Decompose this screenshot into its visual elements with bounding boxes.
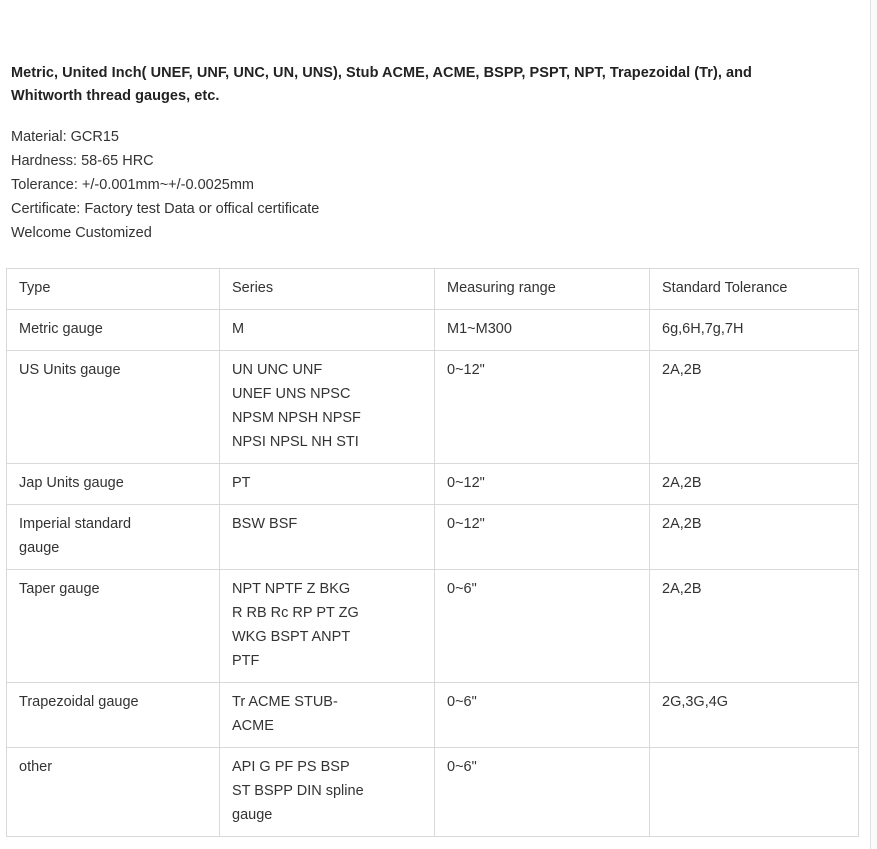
cell-series-line: R RB Rc RP PT ZG [232,605,359,621]
table-row [7,310,859,351]
cell-type-line: gauge [19,540,60,556]
cell-type [7,464,220,505]
cell-type-line: Jap Units gauge [19,475,124,491]
cell-standard-tolerance: 2G,3G,4G [650,683,859,748]
cell-standard-tolerance [650,748,859,837]
cell-measuring-range: 0~6" [435,748,650,837]
cell-series [220,570,435,683]
cell-measuring-range: M1~M300 [435,310,650,351]
gauge-spec-table [6,268,859,837]
cell-series-line: PTF [232,653,260,669]
table-row [7,683,859,748]
cell-series-line: WKG BSPT ANPT [232,629,351,645]
thread-gauge-headline [11,62,859,108]
cell-series-line: gauge [232,807,273,823]
cell-series-line: UN UNC UNF [232,362,323,378]
cell-type-line: Trapezoidal gauge [19,694,139,710]
cell-series-line: ST BSPP DIN spline [232,783,364,799]
table-row [7,505,859,570]
cell-series-line: M [232,321,245,337]
cell-type [7,748,220,837]
cell-type [7,683,220,748]
cell-series-line: PT [232,475,251,491]
cell-type-line: other [19,759,53,775]
cell-standard-tolerance: 2A,2B [650,351,859,464]
cell-series-line: Tr ACME STUB- [232,694,338,710]
product-description [11,62,859,245]
cell-measuring-range: 0~12" [435,464,650,505]
cell-series [220,464,435,505]
spec-tolerance: Tolerance: +/-0.001mm~+/-0.0025mm [11,177,254,193]
table-row [7,464,859,505]
cell-series [220,505,435,570]
cell-series-line: BSW BSF [232,516,298,532]
cell-measuring-range: 0~6" [435,570,650,683]
cell-standard-tolerance: 2A,2B [650,505,859,570]
cell-series-line: NPSI NPSL NH STI [232,434,359,450]
cell-type [7,505,220,570]
table-row [7,748,859,837]
table-body [7,310,859,837]
spec-customized: Welcome Customized [11,225,152,241]
header-series: Series [220,269,435,310]
spec-material: Material: GCR15 [11,129,119,145]
cell-series [220,351,435,464]
cell-type-line: Taper gauge [19,581,100,597]
cell-standard-tolerance: 6g,6H,7g,7H [650,310,859,351]
table-row [7,570,859,683]
header-type: Type [7,269,220,310]
cell-type-line: Imperial standard [19,516,132,532]
headline-line-1: Metric, United Inch( UNEF, UNF, UNC, UN, UNS), Stub ACME, ACME, BSPP, PSPT, NPT, Trapezoidal (Tr), and [11,65,752,81]
cell-measuring-range: 0~6" [435,683,650,748]
cell-measuring-range: 0~12" [435,351,650,464]
cell-series-line: UNEF UNS NPSC [232,386,351,402]
page-scrollbar-edge [870,0,877,849]
cell-series-line: API G PF PS BSP [232,759,350,775]
cell-type [7,351,220,464]
cell-series [220,683,435,748]
table-header-row [7,269,859,310]
cell-series-line: NPSM NPSH NPSF [232,410,361,426]
cell-type-line: US Units gauge [19,362,121,378]
spec-list [11,125,859,245]
headline-line-2: Whitworth thread gauges, etc. [11,88,220,104]
cell-series [220,748,435,837]
spec-hardness: Hardness: 58-65 HRC [11,153,154,169]
cell-standard-tolerance: 2A,2B [650,570,859,683]
spec-certificate: Certificate: Factory test Data or offical certificate [11,201,320,217]
cell-standard-tolerance: 2A,2B [650,464,859,505]
cell-series-line: ACME [232,718,274,734]
cell-type [7,310,220,351]
table-row [7,351,859,464]
header-measuring-range: Measuring range [435,269,650,310]
header-standard-tolerance: Standard Tolerance [650,269,859,310]
cell-type [7,570,220,683]
cell-series [220,310,435,351]
cell-measuring-range: 0~12" [435,505,650,570]
cell-series-line: NPT NPTF Z BKG [232,581,351,597]
cell-type-line: Metric gauge [19,321,103,337]
